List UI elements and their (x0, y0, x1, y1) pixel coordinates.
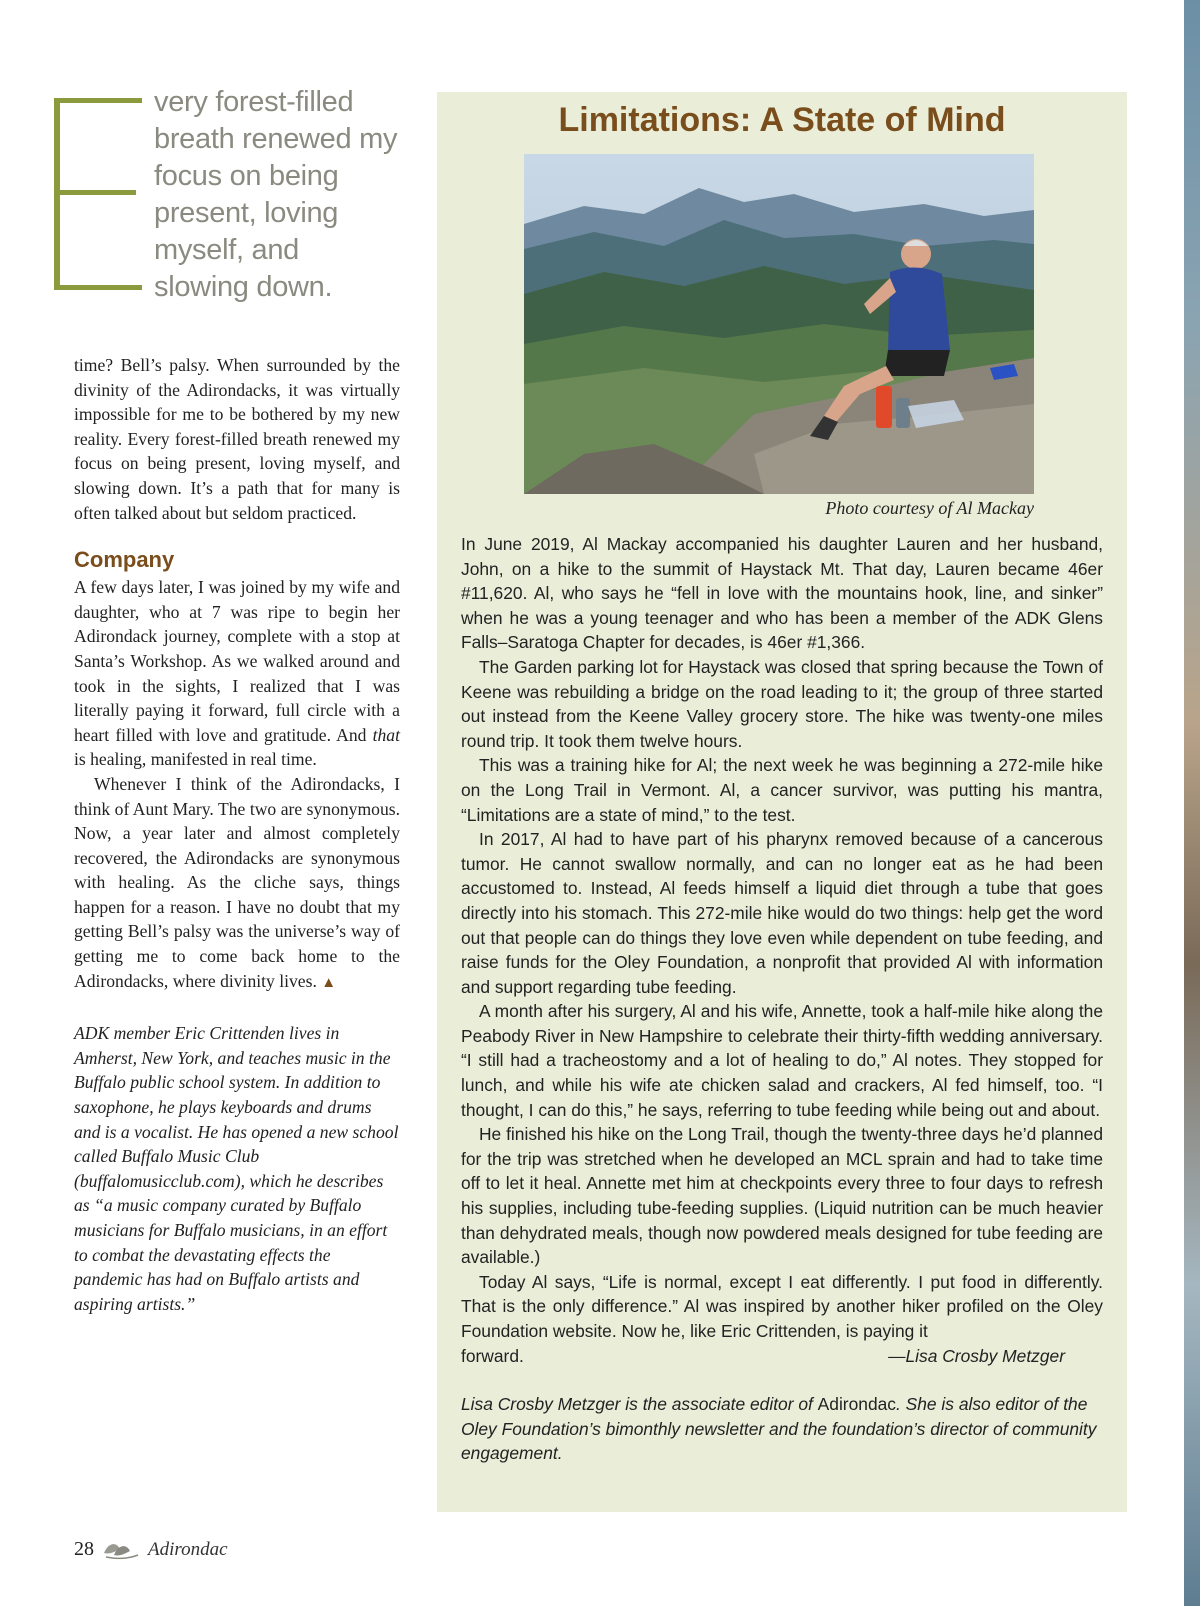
hiker-summit-photo (524, 154, 1034, 494)
page-footer (74, 1538, 228, 1561)
body-text: is healing, manifested in real time. (74, 749, 317, 770)
signature-line (461, 1344, 1103, 1369)
drop-letter-e-top-bar (54, 98, 142, 103)
editor-note-text: Lisa Crosby Metzger is the associate editor of (461, 1394, 818, 1415)
end-mark-triangle-icon: ▲ (321, 974, 337, 991)
author-signature: —Lisa Crosby Metzger (888, 1345, 1065, 1366)
sidebar-paragraph: This was a training hike for Al; the next week he was beginning a 272-mile hike on the Long Trail in Vermont. Al, a cancer survivor, was putting his mantra, “Limitations are a state of mind,” to the test. (461, 755, 1103, 825)
sidebar-title: Limitations: A State of Mind (558, 101, 1006, 139)
sidebar-paragraph: In 2017, Al had to have part of his pharynx removed because of a cancerous tumor. He cannot swallow normally, and can no longer eat as he had been accustomed to. Instead, Al feeds himself a liquid diet through a tube that goes directly into his stomach. This 272-mile hike would do two things: help get the word out that people can do things they love even while dependent on tube feeding, and raise funds for the Oley Foundation, a nonprofit that provided Al with information and support regarding tube feeding. (461, 829, 1103, 997)
editor-note-text: . She is also editor of the Oley Foundation’s bimonthly newsletter and the foundation’s director of community engagement. (461, 1394, 1097, 1464)
drop-letter-e-bottom-bar (54, 285, 142, 290)
editor-note (461, 1392, 1103, 1466)
magazine-title: Adirondac (817, 1394, 896, 1415)
body-paragraph: time? Bell’s palsy. When surrounded by the divinity of the Adirondacks, it was virtually impossible for me to be bothered by my new reality. Every forest-filled breath renewed my focus on being present, loving myself, and slowing down. It’s a path that for many is often talked about but seldom practiced. (74, 355, 400, 523)
pull-quote-text (154, 84, 424, 306)
left-column (74, 353, 400, 1316)
body-text: Whenever I think of the Adirondacks, I think of Aunt Mary. The two are synonymous. Now, a year later and almost completely recovered, the Adirondacks are synonymous with healing. As the cliche says, things happen for a reason. I have no doubt that my getting Bell’s palsy was the universe’s way of getting me to come back home to the Adirondacks, where divinity lives. (74, 773, 400, 991)
magazine-name: Adirondac (148, 1538, 228, 1560)
body-paragraph (74, 772, 400, 995)
sidebar-paragraph: A month after his surgery, Al and his wife, Annette, took a half-mile hike along the Peabody River in New Hampshire to celebrate their thirty-fifth wedding anniversary. “I still had a tracheostomy and a lot of healing to do,” Al notes. They stopped for lunch, and while his wife ate chicken salad and crackers, Al fed himself, too. “I thought, I can do this,” he says, referring to tube feeding while being out and about. (461, 1001, 1103, 1120)
pull-quote-line: myself, and (154, 234, 299, 266)
page-edge-strip (1184, 0, 1200, 1606)
page-number: 28 (74, 1538, 94, 1560)
sidebar-paragraph: The Garden parking lot for Haystack was closed that spring because the Town of Keene was rebuilding a bridge on the road leading to it; the group of three started out instead from the Keene Valley grocery store. The hike was twenty-one miles round trip. It took them twelve hours. (461, 656, 1103, 751)
hiker-summit-photo-art (524, 154, 1034, 494)
last-word: forward. (461, 1345, 524, 1366)
pull-quote-line: very forest-filled (154, 86, 354, 118)
photo-credit: Photo courtesy of Al Mackay (825, 498, 1034, 518)
emphasis-text: that (372, 724, 400, 745)
pull-quote-line: present, loving (154, 197, 339, 229)
section-heading: Company (74, 547, 175, 573)
pull-quote-line: breath renewed my (154, 123, 398, 155)
pull-quote-line: focus on being (154, 160, 339, 192)
body-text: A few days later, I was joined by my wife and daughter, who at 7 was ripe to begin her Adirondack journey, complete with a stop at Santa’s Workshop. As we walked around and took in the sights, I realized that I was literally paying it forward, full circle with a heart filled with love and gratitude. And (74, 577, 400, 745)
pull-quote-line: slowing down. (154, 271, 333, 303)
body-paragraph (74, 575, 400, 772)
sidebar-paragraph: Today Al says, “Life is normal, except I eat differently. I put food in differently. That is the only difference.” Al was inspired by another hiker profiled on the Oley Foundation website. Now he, like Eric Crittenden, is paying it (461, 1271, 1103, 1341)
sidebar-paragraph: He finished his hike on the Long Trail, though the twenty-three days he’d planned for the trip was stretched when he developed an MCL sprain and had to take time off to let it heal. Annette met him at checkpoints every three to four days to refresh his supplies, including tube-feeding supplies. (Liquid nutrition can be much heavier than dehydrated meals, though now powdered meals designed for tube feeding are available.) (461, 1124, 1103, 1268)
author-bio: ADK member Eric Crittenden lives in Amherst, New York, and teaches music in the Buffalo public school system. In addition to saxophone, he plays keyboards and drums and is a vocalist. He has opened a new school called Buffalo Music Club (buffalomusicclub.com), which he describes as “a music company curated by Buffalo musicians for Buffalo musicians, in an effort to combat the devastating effects the pandemic has had on Buffalo artists and aspiring artists.” (74, 1023, 399, 1314)
sidebar-paragraph: In June 2019, Al Mackay accompanied his daughter Lauren and her husband, John, on a hike to the summit of Haystack Mt. That day, Lauren became 46er #11,620. Al, who says he “fell in love with the mountains hook, line, and sinker” when he was a young teenager and who has been a member of the ADK Glens Falls–Saratoga Chapter for decades, is 46er #1,366. (461, 534, 1103, 653)
drop-letter-e-middle-bar (54, 190, 136, 195)
sidebar-body (461, 532, 1103, 1466)
sidebar-box (437, 92, 1127, 1512)
pull-quote (54, 84, 414, 304)
leaf-icon (102, 1539, 140, 1561)
